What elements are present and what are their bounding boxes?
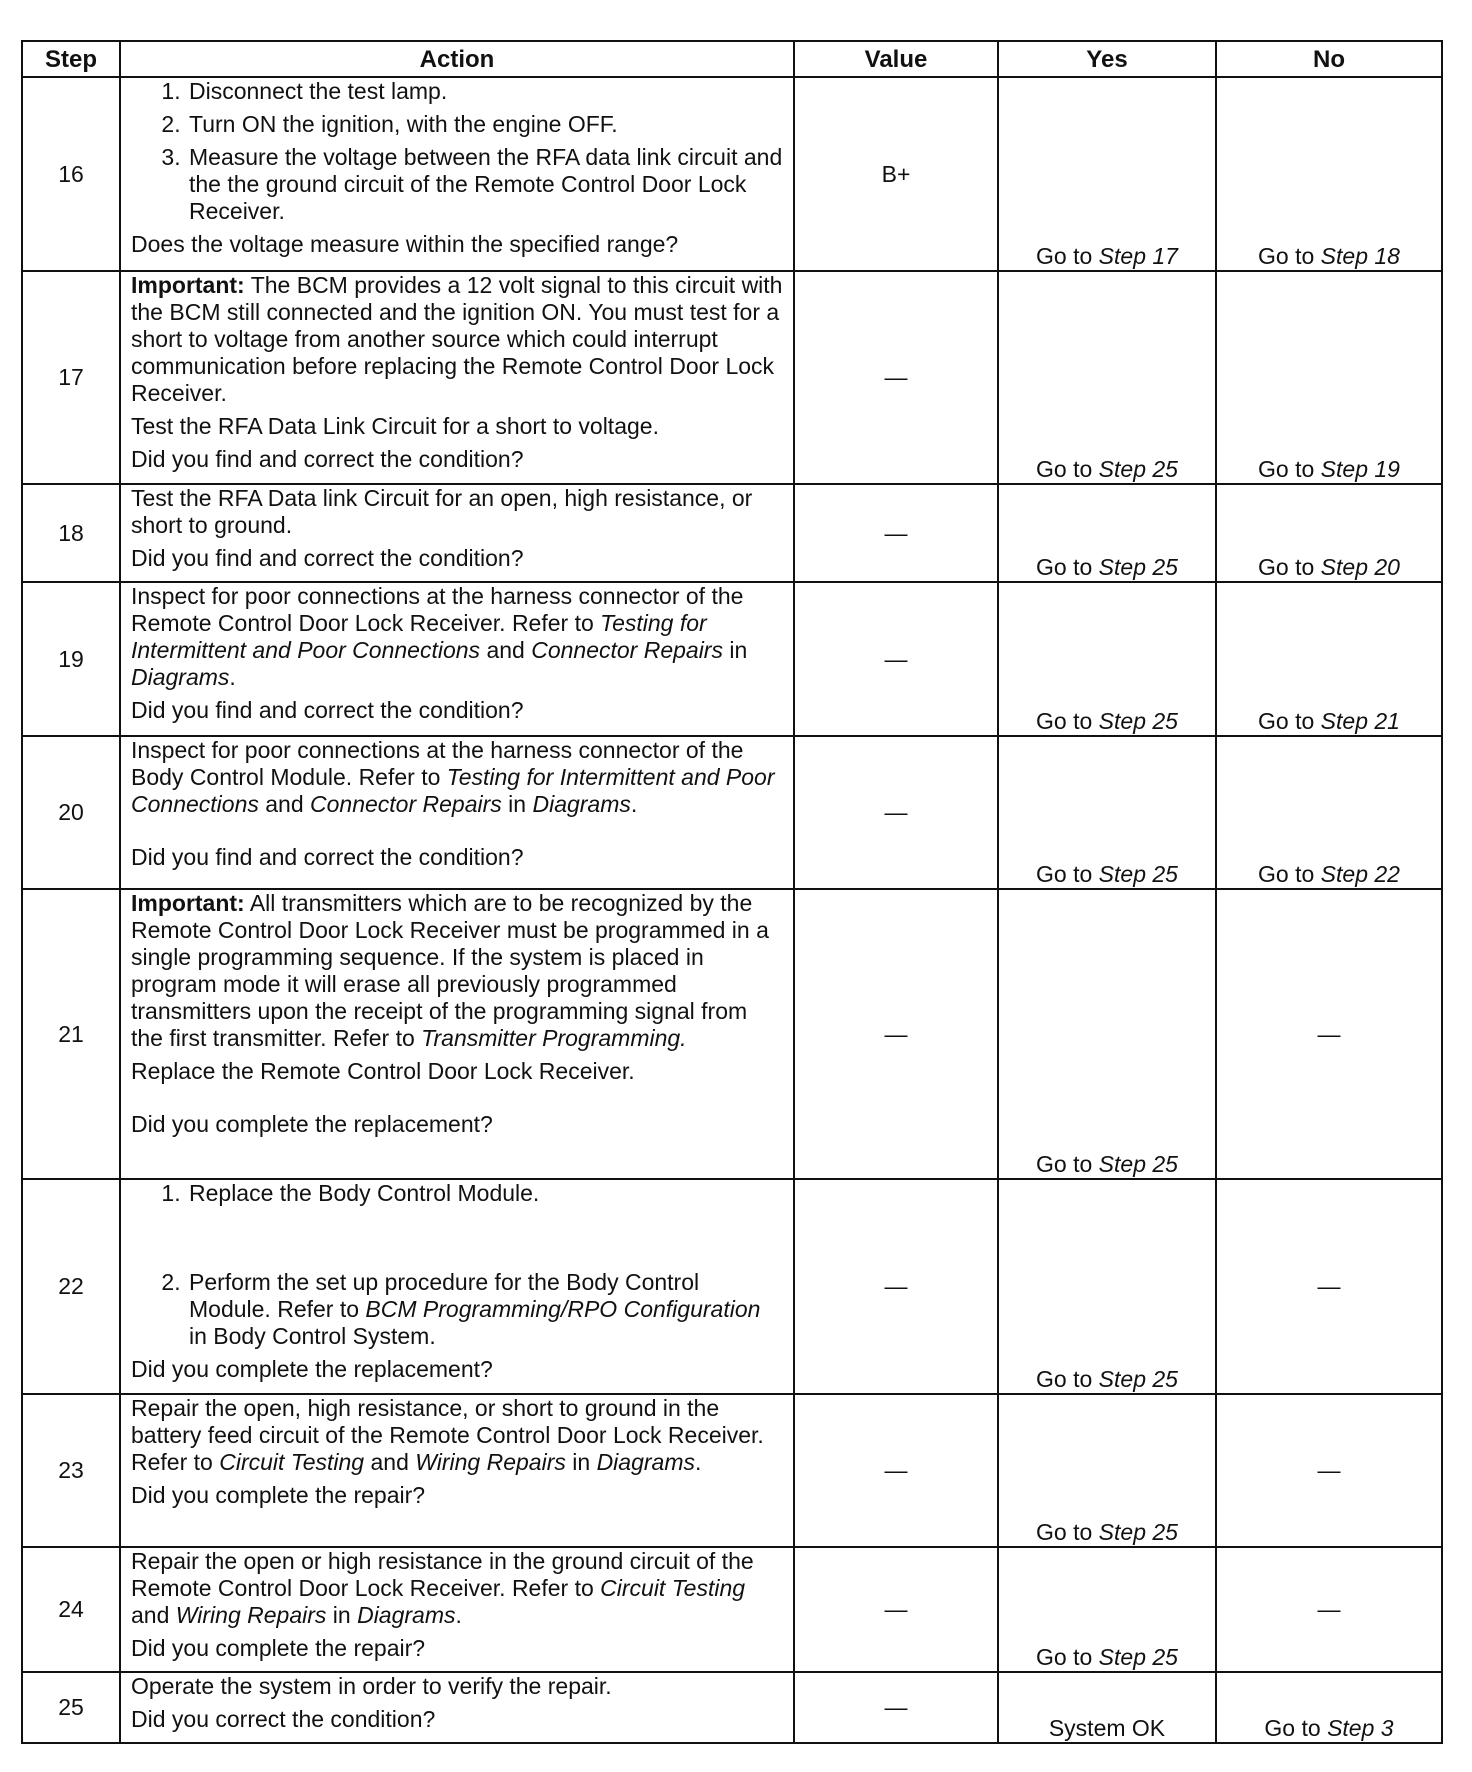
reference-link[interactable]: Circuit Testing bbox=[219, 1449, 365, 1475]
yes-cell bbox=[998, 1179, 1216, 1394]
step-link[interactable]: Step 3 bbox=[1327, 1715, 1394, 1741]
question-text: Did you complete the replacement? bbox=[131, 1356, 493, 1382]
yes-cell bbox=[998, 889, 1216, 1179]
goto-prefix: Go to bbox=[1036, 861, 1093, 887]
text-span: Inspect for poor connections at the harness connector of the Body Control Module. Refer to bbox=[131, 737, 744, 790]
reference-link[interactable]: BCM Programming/RPO Configuration bbox=[365, 1296, 761, 1322]
question-text: Did you find and correct the condition? bbox=[131, 446, 524, 472]
instruction-text bbox=[131, 1548, 783, 1629]
step-number: 21 bbox=[22, 889, 120, 1179]
step-link[interactable]: Step 25 bbox=[1098, 1366, 1178, 1392]
yes-cell bbox=[998, 582, 1216, 736]
reference-link[interactable]: Diagrams bbox=[357, 1602, 456, 1628]
step-link[interactable]: Step 25 bbox=[1098, 861, 1178, 887]
action-cell bbox=[120, 582, 794, 736]
step-link[interactable]: Step 20 bbox=[1320, 554, 1400, 580]
table-row bbox=[22, 1394, 1442, 1547]
reference-link[interactable]: Diagrams bbox=[131, 664, 230, 690]
step-number: 18 bbox=[22, 484, 120, 582]
step-link[interactable]: Step 18 bbox=[1320, 243, 1400, 269]
step-number: 19 bbox=[22, 582, 120, 736]
question-text: Did you correct the condition? bbox=[131, 1706, 436, 1732]
value-cell: — bbox=[794, 271, 998, 484]
value-cell: — bbox=[794, 484, 998, 582]
step-number: 22 bbox=[22, 1179, 120, 1394]
question-text: Does the voltage measure within the specified range? bbox=[131, 231, 679, 257]
text-span: Inspect for poor connections at the harness connector of the Remote Control Door Lock Receiver. Refer to bbox=[131, 583, 744, 636]
action-cell bbox=[120, 484, 794, 582]
list-item: 3. Measure the voltage between the RFA data link circuit and the the ground circuit of the Remote Control Door Lock Receiver. bbox=[187, 144, 783, 225]
step-link[interactable]: Step 25 bbox=[1098, 456, 1178, 482]
table-row bbox=[22, 889, 1442, 1179]
no-cell bbox=[1216, 271, 1442, 484]
table-row bbox=[22, 1179, 1442, 1394]
no-cell: — bbox=[1216, 1394, 1442, 1547]
action-cell bbox=[120, 736, 794, 889]
goto-prefix: Go to bbox=[1258, 708, 1315, 734]
goto-prefix: Go to bbox=[1036, 456, 1093, 482]
value-cell: — bbox=[794, 1547, 998, 1672]
reference-link[interactable]: Wiring Repairs bbox=[415, 1449, 566, 1475]
no-cell: — bbox=[1216, 1179, 1442, 1394]
reference-link[interactable]: Diagrams bbox=[532, 791, 631, 817]
reference-link[interactable]: Wiring Repairs bbox=[175, 1602, 327, 1628]
important-text: The BCM provides a 12 volt signal to this circuit with the BCM still connected and the ignition ON. You must test for a short to voltage from another source which could interrupt communication before replacing the Remote Control Door Lock Receiver. bbox=[131, 272, 783, 406]
table-row bbox=[22, 1672, 1442, 1743]
text-span: and bbox=[265, 791, 304, 817]
reference-link[interactable]: Circuit Testing bbox=[600, 1575, 746, 1601]
text-span: Repair the open or high resistance in the ground circuit of the Remote Control Door Lock Receiver. Refer to bbox=[131, 1548, 754, 1601]
instruction-text bbox=[131, 1395, 783, 1476]
question-text: Did you complete the repair? bbox=[131, 1482, 426, 1508]
text-span: in Body Control System. bbox=[189, 1323, 436, 1349]
yes-cell bbox=[998, 484, 1216, 582]
question-text: Did you find and correct the condition? bbox=[131, 545, 524, 571]
step-link[interactable]: Step 22 bbox=[1320, 861, 1400, 887]
action-cell bbox=[120, 1394, 794, 1547]
goto-prefix: Go to bbox=[1264, 1715, 1321, 1741]
header-action: Action bbox=[120, 41, 794, 77]
table-row bbox=[22, 736, 1442, 889]
important-text: All transmitters which are to be recognized by the Remote Control Door Lock Receiver must be programmed in a single programming sequence. If the system is placed in program mode it will erase all previously programmed transmitters upon the receipt of the programming signal from the first transmitter. Refer to bbox=[131, 890, 769, 1051]
goto-prefix: Go to bbox=[1036, 1366, 1093, 1392]
yes-cell bbox=[998, 736, 1216, 889]
value-cell: — bbox=[794, 889, 998, 1179]
goto-prefix: Go to bbox=[1258, 554, 1315, 580]
header-row bbox=[22, 41, 1442, 77]
step-number: 23 bbox=[22, 1394, 120, 1547]
step-link[interactable]: Step 21 bbox=[1320, 708, 1400, 734]
goto-prefix: Go to bbox=[1036, 243, 1093, 269]
text-span: in bbox=[332, 1602, 351, 1628]
instruction-text bbox=[131, 583, 783, 691]
text-span: . bbox=[694, 1449, 702, 1475]
header-step: Step bbox=[22, 41, 120, 77]
step-number: 24 bbox=[22, 1547, 120, 1672]
action-cell bbox=[120, 271, 794, 484]
header-no: No bbox=[1216, 41, 1442, 77]
reference-link[interactable]: Testing for Intermittent and Poor Connections bbox=[131, 764, 775, 817]
list-item: 2. Turn ON the ignition, with the engine OFF. bbox=[187, 111, 783, 138]
step-link[interactable]: Step 25 bbox=[1098, 708, 1178, 734]
table-row bbox=[22, 271, 1442, 484]
value-cell: — bbox=[794, 1394, 998, 1547]
value-cell: — bbox=[794, 736, 998, 889]
list-item bbox=[187, 1269, 783, 1350]
diagnostic-table bbox=[21, 40, 1443, 1744]
text-span: in bbox=[729, 637, 748, 663]
action-cell bbox=[120, 1672, 794, 1743]
value-cell: — bbox=[794, 582, 998, 736]
step-link[interactable]: Step 17 bbox=[1098, 243, 1178, 269]
goto-prefix: Go to bbox=[1036, 554, 1093, 580]
no-cell: — bbox=[1216, 1547, 1442, 1672]
reference-link[interactable]: Testing for Intermittent and Poor Connections bbox=[131, 610, 707, 663]
value-cell: — bbox=[794, 1179, 998, 1394]
instruction-text: Test the RFA Data link Circuit for an open, high resistance, or short to ground. bbox=[131, 485, 753, 538]
step-number: 17 bbox=[22, 271, 120, 484]
question-text: Did you complete the repair? bbox=[131, 1635, 426, 1661]
list-item: 1. Disconnect the test lamp. bbox=[187, 78, 783, 105]
question-text: Did you find and correct the condition? bbox=[131, 844, 524, 870]
important-note bbox=[131, 272, 783, 407]
text-span: Perform the set up procedure for the Body Control Module. Refer to bbox=[189, 1269, 700, 1322]
instruction-text: Replace the Remote Control Door Lock Receiver. bbox=[131, 1058, 635, 1084]
reference-link[interactable]: Transmitter Programming. bbox=[421, 1025, 687, 1051]
list-item: 1. Replace the Body Control Module. bbox=[187, 1180, 783, 1207]
no-cell: — bbox=[1216, 889, 1442, 1179]
text-span: Repair the open, high resistance, or short to ground in the battery feed circuit of the Remote Control Door Lock Receiver. Refer to bbox=[131, 1395, 764, 1475]
goto-prefix: Go to bbox=[1036, 1519, 1093, 1545]
text-span: in bbox=[572, 1449, 591, 1475]
table-row bbox=[22, 1547, 1442, 1672]
text-span: . bbox=[455, 1602, 462, 1628]
reference-link[interactable]: Diagrams bbox=[596, 1449, 695, 1475]
no-cell bbox=[1216, 1672, 1442, 1743]
goto-prefix: Go to bbox=[1036, 708, 1093, 734]
header-value: Value bbox=[794, 41, 998, 77]
action-cell bbox=[120, 889, 794, 1179]
step-link[interactable]: Step 25 bbox=[1098, 1644, 1178, 1670]
text-span: and bbox=[486, 637, 525, 663]
step-number: 16 bbox=[22, 77, 120, 271]
yes-cell bbox=[998, 1547, 1216, 1672]
step-number: 20 bbox=[22, 736, 120, 889]
goto-prefix: Go to bbox=[1036, 1644, 1093, 1670]
table-row bbox=[22, 484, 1442, 582]
goto-prefix: Go to bbox=[1258, 861, 1315, 887]
question-text: Did you complete the replacement? bbox=[131, 1111, 493, 1137]
text-span: . bbox=[229, 664, 236, 690]
action-cell bbox=[120, 1179, 794, 1394]
yes-cell bbox=[998, 271, 1216, 484]
text-span: . bbox=[630, 791, 638, 817]
no-cell bbox=[1216, 484, 1442, 582]
important-label: Important: bbox=[131, 890, 245, 916]
goto-prefix: Go to bbox=[1036, 1151, 1093, 1177]
text-span: and bbox=[131, 1602, 170, 1628]
no-cell bbox=[1216, 77, 1442, 271]
instruction-text: Test the RFA Data Link Circuit for a short to voltage. bbox=[131, 413, 659, 439]
goto-prefix: Go to bbox=[1258, 243, 1315, 269]
instruction-text bbox=[131, 737, 783, 818]
no-cell bbox=[1216, 736, 1442, 889]
action-cell bbox=[120, 1547, 794, 1672]
action-list bbox=[131, 78, 783, 225]
yes-cell bbox=[998, 1394, 1216, 1547]
goto-prefix: Go to bbox=[1258, 456, 1315, 482]
text-span: and bbox=[370, 1449, 409, 1475]
table-row bbox=[22, 77, 1442, 271]
action-cell bbox=[120, 77, 794, 271]
yes-cell: System OK bbox=[998, 1672, 1216, 1743]
question-text: Did you find and correct the condition? bbox=[131, 697, 524, 723]
step-link[interactable]: Step 25 bbox=[1098, 1519, 1178, 1545]
header-yes: Yes bbox=[998, 41, 1216, 77]
important-label: Important: bbox=[131, 272, 245, 298]
text-span: in bbox=[508, 791, 527, 817]
instruction-text: Operate the system in order to verify the repair. bbox=[131, 1673, 612, 1699]
reference-link[interactable]: Connector Repairs bbox=[310, 791, 502, 817]
reference-link[interactable]: Connector Repairs bbox=[531, 637, 723, 663]
yes-cell bbox=[998, 77, 1216, 271]
value-cell: — bbox=[794, 1672, 998, 1743]
step-link[interactable]: Step 25 bbox=[1098, 554, 1178, 580]
step-link[interactable]: Step 25 bbox=[1098, 1151, 1178, 1177]
step-number: 25 bbox=[22, 1672, 120, 1743]
value-cell: B+ bbox=[794, 77, 998, 271]
step-link[interactable]: Step 19 bbox=[1320, 456, 1400, 482]
table-row bbox=[22, 582, 1442, 736]
no-cell bbox=[1216, 582, 1442, 736]
important-note bbox=[131, 890, 783, 1052]
action-list bbox=[131, 1180, 783, 1350]
